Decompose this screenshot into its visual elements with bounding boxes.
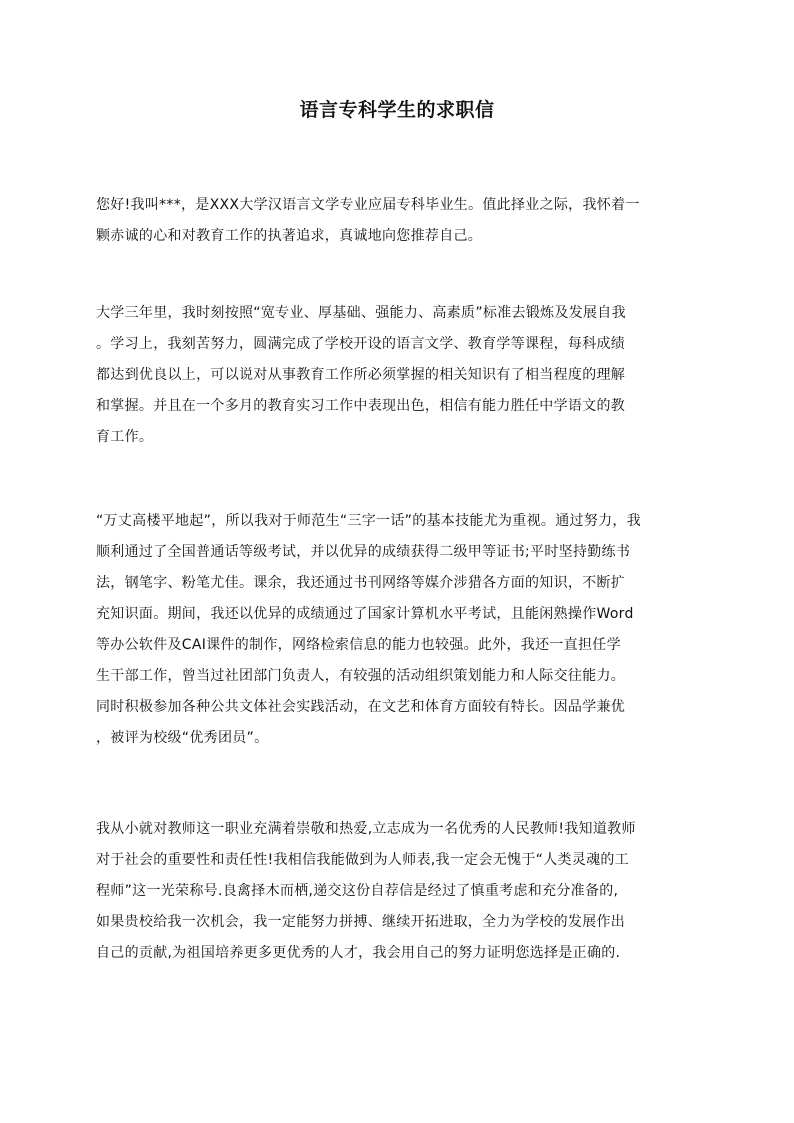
paragraph-line: “万丈高楼平地起”，所以我对于师范生“三字一话”的基本技能尤为重视。通过努力，我 [96,513,642,529]
paragraph-line: 您好!我叫***，是XXX大学汉语言文学专业应届专科毕业生。值此择业之际，我怀着一 [96,197,640,213]
paragraph-line: 顺利通过了全国普通话等级考试，并以优异的成绩获得二级甲等证书;平时坚持勤练书 [96,544,631,560]
paragraph-line: 程师”这一光荣称号.良禽择木而栖,递交这份自荐信是经过了慎重考虑和充分准备的, [96,883,619,899]
paragraph-line: 如果贵校给我一次机会，我一定能努力拼搏、继续开拓进取，全力为学校的发展作出 [96,914,626,930]
paragraph-line: 和掌握。并且在一个多月的教育实习工作中表现出色，相信有能力胜任中学语文的教 [96,398,626,414]
paragraph-line: 生干部工作，曾当过社团部门负责人，有较强的活动组织策划能力和人际交往能力。 [96,668,626,684]
paragraph-line: 都达到优良以上，可以说对从事教育工作所必须掌握的相关知识有了相当程度的理解 [96,367,626,383]
document-title: 语言专科学生的求职信 [299,99,495,121]
paragraph-line: 。学习上，我刻苦努力，圆满完成了学校开设的语言文学、教育学等课程，每科成绩 [96,336,626,352]
paragraph-line: 法，钢笔字、粉笔尤佳。课余，我还通过书刊网络等媒介涉猎各方面的知识，不断扩 [96,575,626,591]
paragraph-line: 大学三年里，我时刻按照“宽专业、厚基础、强能力、高素质”标准去锻炼及发展自我 [96,305,626,321]
paragraph-line: ，被评为校级“优秀团员”。 [96,730,269,746]
paragraph-line: 充知识面。期间，我还以优异的成绩通过了国家计算机水平考试，且能闲熟操作Word [96,606,634,622]
paragraph-aspiration [96,814,696,969]
paragraph-line: 颗赤诚的心和对教育工作的执著追求，真诚地向您推荐自己。 [96,228,483,244]
paragraph-line: 同时积极参加各种公共文体社会实践活动，在文艺和体育方面较有特长。因品学兼优 [96,699,626,715]
paragraph-line: 对于社会的重要性和责任性!我相信我能做到为人师表,我一定会无愧于“人类灵魂的工 [96,852,630,868]
paragraph-line: 我从小就对教师这一职业充满着崇敬和热爱,立志成为一名优秀的人民教师!我知道教师 [96,821,636,837]
paragraph-line: 等办公软件及CAI课件的制作，网络检索信息的能力也较强。此外，我还一直担任学 [96,637,621,653]
paragraph-line: 自己的贡献,为祖国培养更多更优秀的人才，我会用自己的努力证明您选择是正确的. [96,945,621,961]
paragraph-study [96,298,696,453]
paragraph-skills [96,506,696,754]
paragraph-line: 育工作。 [96,429,154,445]
paragraph-greeting [96,190,696,252]
